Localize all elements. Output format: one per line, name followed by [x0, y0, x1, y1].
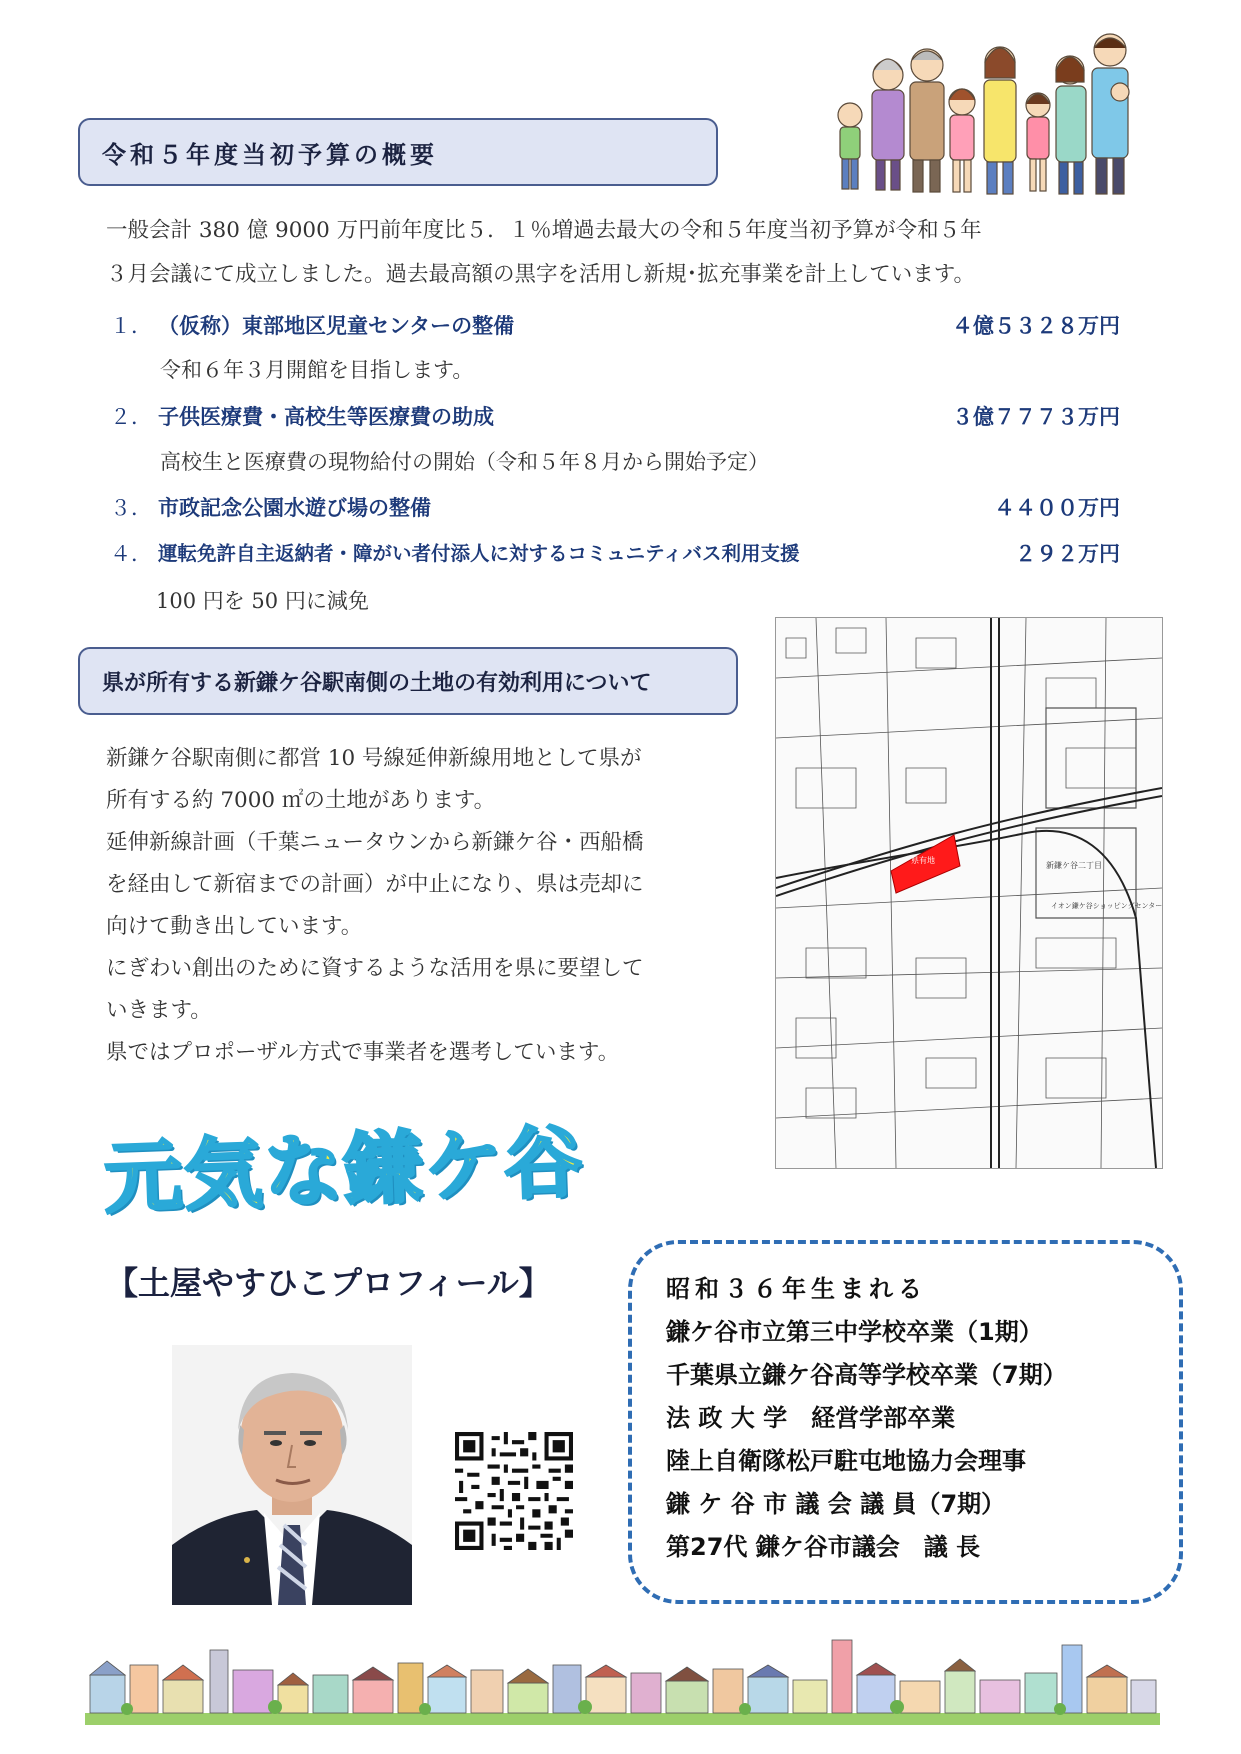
budget-item-amount: ４４００万円: [994, 496, 1120, 520]
townscape-illustration: [85, 1625, 1160, 1725]
budget-intro-line-2: ３月会議にて成立しました。過去最高額の黒字を活用し新規･拡充事業を計上しています。: [106, 262, 976, 287]
budget-item-title: 運転免許自主返納者・障がい者付添人に対するコミュニティバス利用支援: [158, 542, 800, 565]
land-line: 延伸新線計画（千葉ニュータウンから新鎌ケ谷・西船橋: [106, 830, 644, 855]
land-line: にぎわい創出のために資するような活用を県に要望して: [106, 956, 644, 981]
portrait-photo: [172, 1345, 412, 1605]
land-paragraph: [106, 738, 766, 1074]
land-line: いきます。: [106, 998, 212, 1023]
slogan: 元気な鎌ケ谷: [102, 1117, 586, 1225]
budget-item-amount: ３億７７７３万円: [952, 405, 1120, 429]
profile-line: 鎌ケ谷市立第三中学校卒業（1期）: [666, 1318, 1043, 1346]
land-line: 所有する約 7000 ㎡の土地があります。: [106, 788, 496, 813]
budget-item-number: １．: [110, 314, 152, 338]
budget-item-number: ４．: [110, 542, 152, 566]
map-shopping-label: イオン鎌ケ谷ショッピングセンター: [1051, 902, 1163, 910]
qr-code: [455, 1432, 573, 1550]
profile-line: 鎌 ケ 谷 市 議 会 議 員（7期）: [666, 1490, 1006, 1518]
budget-heading: [78, 118, 718, 186]
budget-item-title: 子供医療費・高校生等医療費の助成: [158, 405, 494, 429]
profile-heading: 【土屋やすひこプロフィール】: [106, 1264, 551, 1302]
budget-item-number: ２．: [110, 405, 152, 429]
profile-line: 陸上自衛隊松戸駐屯地協力会理事: [666, 1447, 1026, 1475]
budget-item-sub: 令和６年３月開館を目指します。: [160, 358, 474, 382]
land-line: を経由して新宿までの計画）が中止になり、県は売却に: [106, 872, 644, 897]
budget-item-sub: 高校生と医療費の現物給付の開始（令和５年８月から開始予定）: [160, 450, 769, 474]
land-line: 新鎌ケ谷駅南側に都営 10 号線延伸新線用地として県が: [106, 746, 642, 771]
map-station-label: 新鎌ケ谷二丁目: [1046, 861, 1102, 870]
budget-item-title: 市政記念公園水遊び場の整備: [158, 496, 431, 520]
budget-item-sub: 100 円を 50 円に減免: [156, 589, 369, 613]
budget-item-number: ３．: [110, 496, 152, 520]
profile-box: [628, 1240, 1183, 1604]
land-line: 向けて動き出しています。: [106, 914, 363, 939]
budget-heading-text: 令和５年度当初予算の概要: [102, 140, 438, 169]
profile-line: 昭和３６年生まれる: [666, 1275, 927, 1303]
budget-item-title: （仮称）東部地区児童センターの整備: [158, 314, 515, 338]
budget-item-amount: ２９２万円: [1015, 542, 1120, 566]
profile-line: 第27代 鎌ケ谷市議会 議 長: [666, 1533, 981, 1561]
profile-line: 法 政 大 学 経営学部卒業: [666, 1404, 956, 1432]
land-line: 県ではプロポーザル方式で事業者を選考しています。: [106, 1040, 620, 1065]
site-map: [775, 617, 1163, 1169]
land-heading-text: 県が所有する新鎌ケ谷駅南側の土地の有効利用について: [102, 670, 652, 696]
budget-intro-line-1: 一般会計 380 億 9000 万円前年度比５．１％増過去最大の令和５年度当初予算が令和５年: [106, 218, 982, 243]
budget-item-amount: ４億５３２８万円: [952, 314, 1120, 338]
map-site-label: 県有地: [911, 856, 935, 865]
land-heading: [78, 647, 738, 715]
profile-line: 千葉県立鎌ケ谷高等学校卒業（7期）: [666, 1361, 1067, 1389]
family-illustration: [820, 20, 1150, 205]
